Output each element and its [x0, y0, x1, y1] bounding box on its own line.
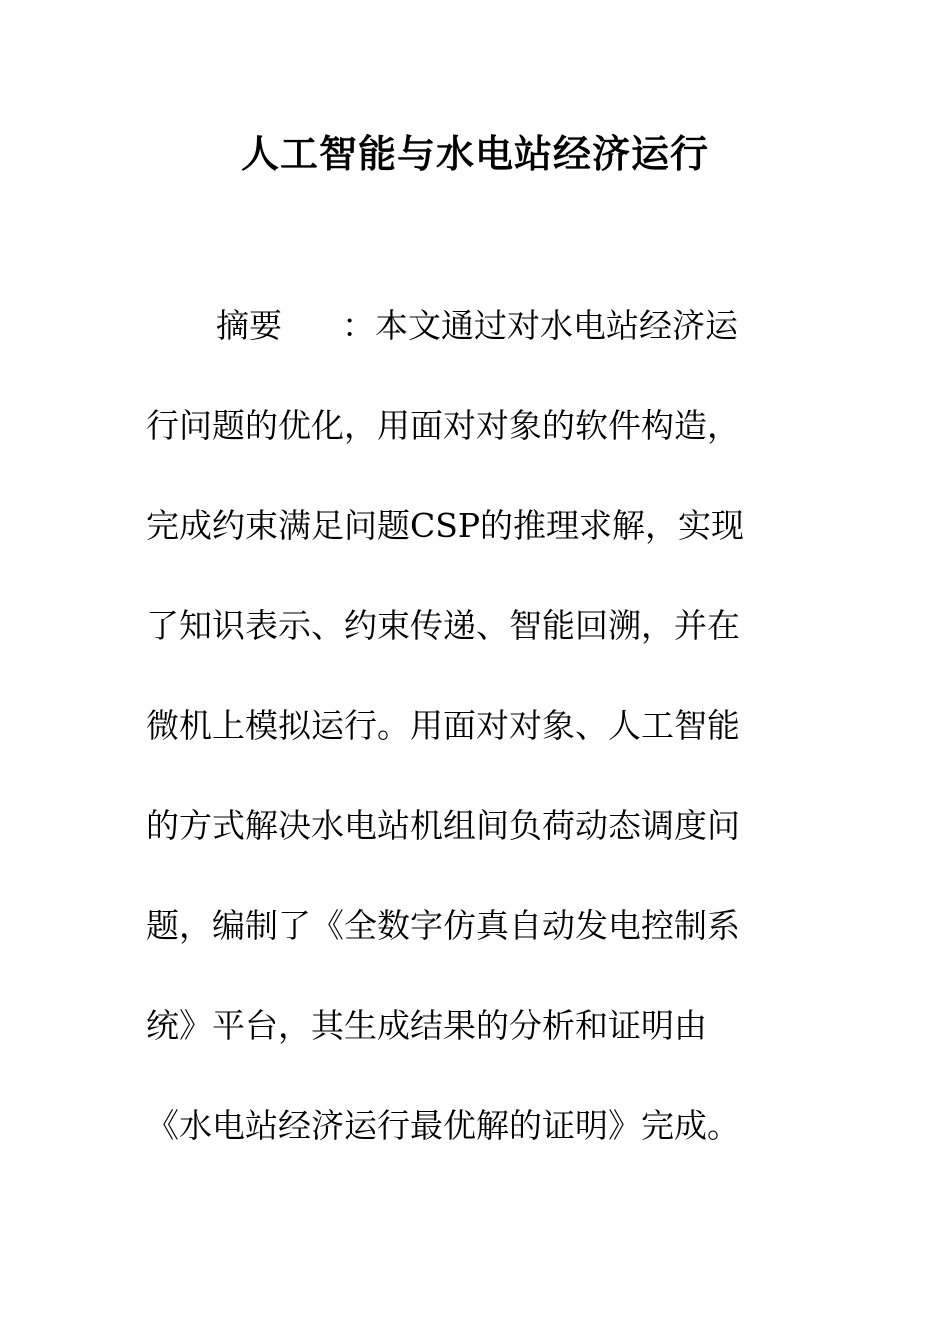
abstract-line-2: 行问题的优化，用面对对象的软件构造，: [146, 406, 740, 445]
abstract-line-5: 微机上模拟运行。用面对对象、人工智能: [146, 706, 740, 745]
abstract-paragraph: [146, 294, 786, 1194]
abstract-line-3: 完成约束满足问题CSP的推理求解，实现: [146, 506, 745, 545]
abstract-line-7: 题，编制了《全数字仿真自动发电控制系: [146, 906, 740, 945]
abstract-label: 摘要: [216, 306, 282, 345]
abstract-text: 本文通过对水电站经济运: [375, 306, 738, 345]
abstract-line-6: 的方式解决水电站机组间负荷动态调度问: [146, 806, 740, 845]
abstract-line-4: 了知识表示、约束传递、智能回溯，并在: [146, 606, 740, 645]
abstract-line-1: [146, 294, 786, 394]
abstract-line-8: 统》平台，其生成结果的分析和证明由: [146, 1006, 707, 1045]
abstract-line-9: 《水电站经济运行最优解的证明》完成。: [146, 1106, 740, 1145]
abstract-colon: ：: [342, 306, 375, 345]
document-title: 人工智能与水电站经济运行: [240, 131, 709, 176]
